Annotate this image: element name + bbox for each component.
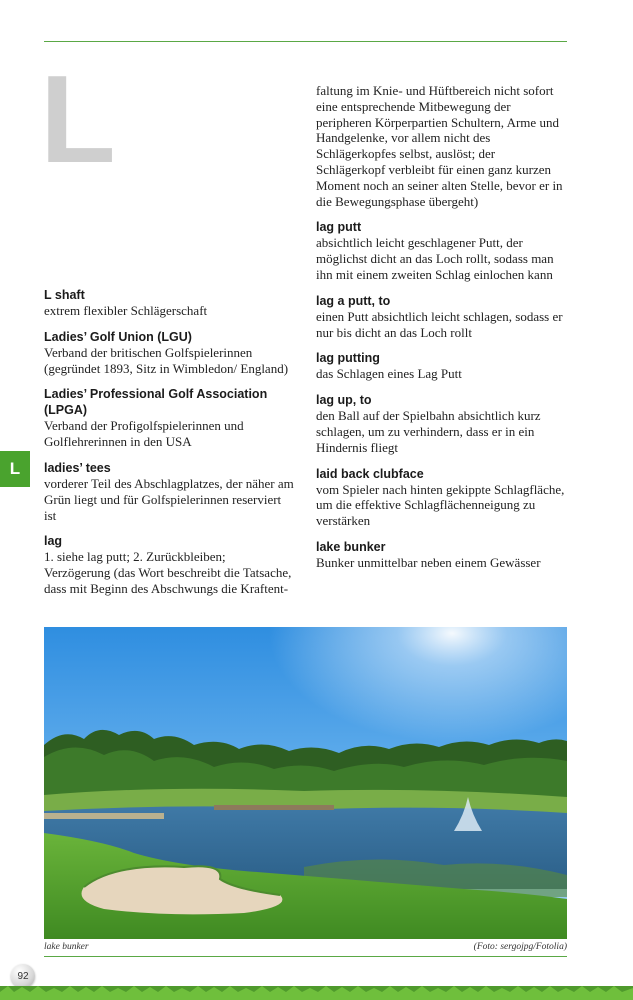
entry-definition: Bunker unmittelbar neben einem Gewässer [316,554,541,570]
entry-term: ladies’ tees [44,460,111,475]
glossary-entry [316,219,567,282]
left-column [44,287,295,607]
page-number-golf-ball [11,964,35,988]
entry-definition: extrem flexibler Schlägerschaft [44,303,208,318]
glossary-entry [44,386,295,450]
entry-definition: faltung im Knie- und Hüftbereich nicht sofort eine entsprechende Mitbewegung der peripheren Körperpartien Schultern, Arme und Handgelenke, vor allem nicht des Schlägerkopfes selbst, auslöst; der Schlägerkopf verbleibt für einen ganz kurzen Moment noch an seiner alten Stelle, bevor er in die Bewegungsphase übergeht) [316,83,563,209]
entry-term: Ladies’ Professional Golf Association (LPGA) [44,387,268,418]
glossary-entry [44,533,295,596]
entry-term: lag putting [316,351,380,366]
entry-term: lag [44,534,63,549]
entry-term: lag putt [316,220,362,235]
entry-definition: absichtlich leicht geschlagener Putt, der möglichst dicht an das Loch rollt, sodass man ihn mit einem zweiten Schlag einlochen kann [316,235,554,282]
entry-definition: 1. siehe lag putt; 2. Zurückbleiben; Verzögerung (das Wort beschreibt die Tatsache, dass mit Beginn des Abschwungs die Kraftent- [44,549,292,596]
entry-definition: das Schlagen eines Lag Putt [316,366,462,382]
entry-term: laid back clubface [316,466,424,481]
glossary-entry [44,329,295,377]
entry-definition: einen Putt absichtlich leicht schlagen, sodass er nur bis dicht an das Loch rollt [316,308,563,340]
entry-term: lag a putt, to [316,293,391,308]
entry-definition: Verband der britischen Golfspielerinnen (gegründet 1893, Sitz in Wimbledon/ England) [44,344,289,376]
entry-term: Ladies’ Golf Union (LGU) [44,329,192,344]
entry-term: lake bunker [316,539,386,554]
photo-caption: lake bunker [44,942,89,952]
top-rule [44,41,567,42]
glossary-entry [316,392,567,455]
entry-definition: vom Spieler nach hinten gekippte Schlagfläche, um die effektive Schlagflächenneigung zu verstärken [316,481,565,529]
right-column [316,83,567,581]
continued-definition [316,83,567,209]
entry-definition: Verband der Profigolfspielerinnen und Golflehrerinnen in den USA [44,418,244,450]
lake-bunker-photo [44,627,567,939]
page-number: 92 [17,970,29,982]
chapter-tab: L [0,451,30,487]
entry-term: L shaft [44,288,85,302]
glossary-entry [44,460,295,523]
chapter-letter: L [40,51,116,189]
entry-definition: vorderer Teil des Abschlagplatzes, der näher am Grün liegt und für Golfspielerinnen reserviert ist [44,475,294,523]
entry-definition: den Ball auf der Spielbahn absichtlich kurz schlagen, um zu verhindern, dass er in ein Hindernis fliegt [316,408,541,455]
glossary-entry [316,293,567,341]
glossary-entry [316,350,567,382]
entry-term: lag up, to [316,393,372,408]
photo-credit: (Foto: sergojpg/Fotolia) [473,942,567,952]
grass-strip-decoration [0,986,633,1000]
glossary-entry [316,466,567,529]
glossary-entry [44,287,295,319]
bottom-rule [44,956,567,957]
glossary-entry [316,539,567,571]
